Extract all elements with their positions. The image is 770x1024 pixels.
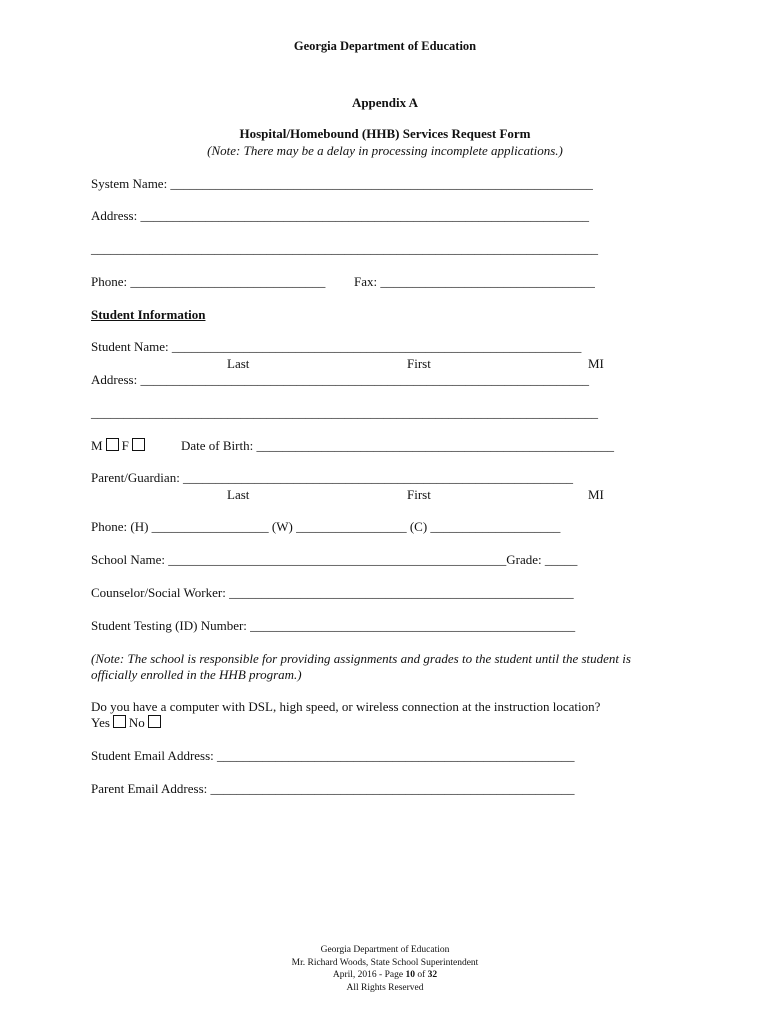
student-address-field[interactable]: Address: _____________________________________________________________________ — [91, 372, 589, 387]
appendix-title: Appendix A — [351, 95, 419, 110]
system-phone-field[interactable]: Phone: ______________________________ — [91, 274, 326, 289]
student-name-field[interactable]: Student Name: _______________________________________________________________ — [91, 339, 582, 354]
school-note-line2: officially enrolled in the HHB program.) — [91, 667, 302, 682]
footer — [0, 944, 770, 994]
page-total: 32 — [427, 970, 438, 980]
system-address-line2-field[interactable]: ______________________________________________________________________________ — [91, 241, 598, 256]
school-name-field[interactable]: School Name: ____________________________________________________Grade: _____ — [91, 552, 578, 567]
footer-org: Georgia Department of Education — [320, 945, 450, 955]
computer-answer-row — [91, 715, 164, 731]
footer-page-info: April, 2016 - Page 10 of 32 — [332, 970, 438, 980]
footer-rights: All Rights Reserved — [346, 982, 424, 993]
counselor-field[interactable]: Counselor/Social Worker: _____________________________________________________ — [91, 585, 574, 600]
student-address-line2-field[interactable]: ______________________________________________________________________________ — [91, 405, 598, 420]
parent-guardian-field[interactable]: Parent/Guardian: ____________________________________________________________ — [91, 470, 574, 485]
student-phone-field[interactable]: Phone: (H) __________________ (W) _________________ (C) ____________________ — [91, 519, 561, 534]
date-of-birth-field[interactable]: Date of Birth: _______________________________________________________ — [181, 438, 614, 453]
computer-question: Do you have a computer with DSL, high speed, or wireless connection at the instruction location? — [91, 699, 601, 714]
yes-checkbox[interactable] — [113, 715, 126, 728]
gender-row — [91, 438, 148, 454]
form-title: Hospital/Homebound (HHB) Services Request Form — [239, 126, 531, 141]
page-number: 10 — [405, 970, 415, 980]
school-note-line1: (Note: The school is responsible for providing assignments and grades to the student until the student is — [91, 651, 631, 666]
guardian-last-label: Last — [227, 487, 250, 502]
male-checkbox[interactable] — [106, 438, 119, 451]
no-checkbox[interactable] — [148, 715, 161, 728]
student-name-mi-label: MI — [588, 356, 604, 371]
page-header: Georgia Department of Education — [293, 39, 477, 53]
system-address-field[interactable]: Address: _____________________________________________________________________ — [91, 208, 589, 223]
system-name-field[interactable]: System Name: _________________________________________________________________ — [91, 176, 593, 191]
form-note: (Note: There may be a delay in processing incomplete applications.) — [207, 143, 563, 158]
no-label: No — [128, 715, 145, 730]
yes-label: Yes — [91, 715, 110, 730]
guardian-mi-label: MI — [588, 487, 604, 502]
student-email-field[interactable]: Student Email Address: _______________________________________________________ — [91, 748, 575, 763]
female-checkbox[interactable] — [132, 438, 145, 451]
student-name-last-label: Last — [227, 356, 250, 371]
testing-id-field[interactable]: Student Testing (ID) Number: __________________________________________________ — [91, 618, 576, 633]
male-label: M — [91, 438, 103, 453]
female-label: F — [121, 438, 129, 453]
guardian-first-label: First — [407, 487, 431, 502]
parent-email-field[interactable]: Parent Email Address: ________________________________________________________ — [91, 781, 575, 796]
student-info-heading: Student Information — [91, 307, 206, 322]
system-fax-field[interactable]: Fax: _________________________________ — [354, 274, 595, 289]
footer-superintendent: Mr. Richard Woods, State School Superintendent — [291, 957, 479, 968]
student-name-first-label: First — [407, 356, 431, 371]
